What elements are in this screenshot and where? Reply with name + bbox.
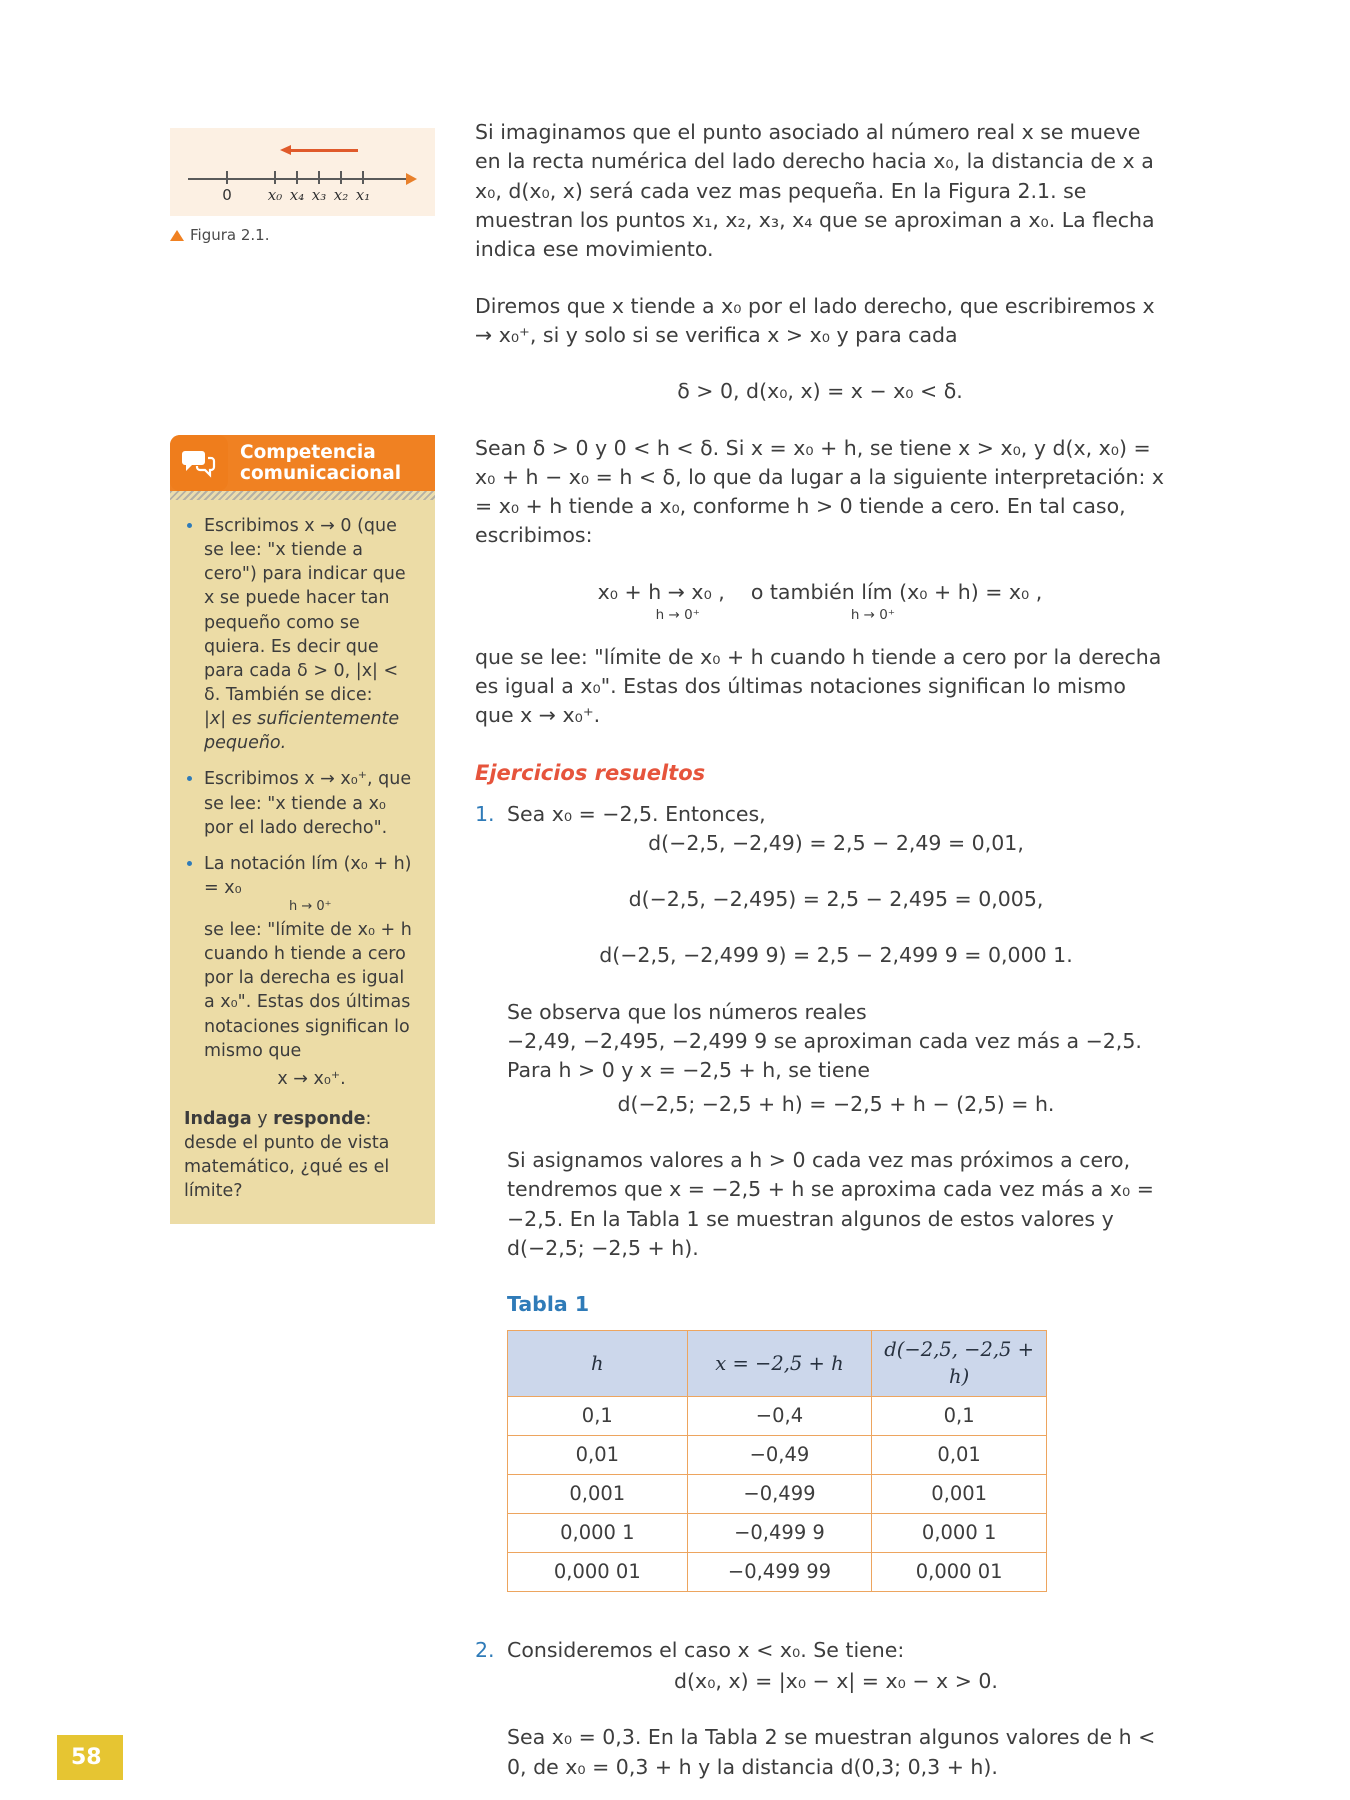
table-header-cell: d(−2,5, −2,5 + h) [872, 1330, 1047, 1397]
paragraph-3: Sean δ > 0 y 0 < h < δ. Si x = x₀ + h, se tiene x > x₀, y d(x, x₀) = x₀ + h − x₀ = h < δ, lo que da lugar a la siguiente interpretación: x = x₀ + h tiende a x₀, conforme h > 0 tiende a cero. En tal caso, escribimos: [475, 435, 1165, 548]
table-cell: 0,01 [872, 1436, 1047, 1475]
paragraph-4: que se lee: "límite de x₀ + h cuando h tiende a cero por la derecha es igual a x₀". Estas dos últimas notaciones significan lo mismo que x → x₀⁺. [475, 644, 1162, 728]
table-row [508, 1513, 1047, 1552]
exercise-2-number: 2. [475, 1637, 495, 1662]
axis-tick [340, 171, 342, 184]
motion-left-arrow-icon [290, 149, 358, 152]
sidebar-body [170, 500, 435, 1224]
table-cell: 0,000 01 [872, 1552, 1047, 1591]
bullet-3-formula: x → x₀⁺. [277, 1068, 346, 1089]
exercise-1-observation-line3: Para h > 0 y x = −2,5 + h, se tiene [507, 1058, 871, 1083]
formula-part2-main: o también lím (x₀ + h) = x₀ , [750, 579, 1043, 604]
axis-tick [274, 171, 276, 184]
sidebar-title-line2: comunicacional [240, 463, 402, 484]
indaga-note [184, 1107, 419, 1204]
table-cell: −0,49 [687, 1436, 872, 1475]
sidebar-bullet-list [184, 514, 419, 1091]
axis-label: x₁ [355, 186, 371, 204]
figure-caption-text: Figura 2.1. [190, 226, 270, 244]
formula-part2-subscript: h → 0⁺ [850, 607, 895, 624]
exercise-1-number: 1. [475, 801, 495, 826]
formula-limit-row [475, 578, 1165, 623]
table-header-cell: x = −2,5 + h [687, 1330, 872, 1397]
exercise-1-paragraph-3: Si asignamos valores a h > 0 cada vez mas próximos a cero, tendremos que x = −2,5 + h se aproxima cada vez más a x₀ = −2,5. En la Tabla 1 se muestran algunos de estos valores y d(−2,5; −2,5 + h). [507, 1148, 1154, 1260]
indaga-bold-2: responde [273, 1109, 366, 1130]
exercise-1-observation-line2: −2,49, −2,495, −2,499 9 se aproximan cada vez más a −2,5. [507, 1029, 1142, 1054]
table-cell: −0,4 [687, 1397, 872, 1436]
table-cell: 0,01 [508, 1436, 688, 1475]
exercise-2-intro: Consideremos el caso x < x₀. Se tiene: [507, 1637, 905, 1662]
tabla-1-title: Tabla 1 [507, 1292, 590, 1317]
formula-part1-main: x₀ + h → x₀ , [597, 579, 725, 604]
tabla-1 [507, 1330, 1047, 1592]
page-number: 58 [71, 1745, 102, 1770]
table-cell: 0,1 [872, 1397, 1047, 1436]
axis-tick [318, 171, 320, 184]
exercise-2-body [507, 1636, 1165, 1800]
axis-tick [296, 171, 298, 184]
exercise-1 [475, 800, 1165, 1632]
indaga-mid: y [251, 1109, 274, 1130]
table-cell: 0,000 1 [872, 1513, 1047, 1552]
figure-caption [170, 226, 269, 244]
axis-label: x₃ [311, 186, 327, 204]
indaga-bold-1: Indaga [184, 1109, 252, 1130]
axis-label: x₀ [267, 186, 283, 204]
exercise-1-observation-line1: Se observa que los números reales [507, 999, 867, 1024]
paragraph-1: Si imaginamos que el punto asociado al número real x se mueve en la recta numérica del lado derecho hacia x₀, la distancia de x a x₀, d(x₀, x) será cada vez mas pequeña. En la Figura 2.1. se muestran los puntos x₁, x₂, x₃, x₄ que se aproximan a x₀. La flecha indica ese movimiento. [475, 120, 1155, 262]
chat-bubbles-icon [170, 435, 228, 491]
table-cell: 0,000 1 [508, 1513, 688, 1552]
table-cell: 0,001 [508, 1475, 688, 1514]
bullet-3-text: se lee: "límite de x₀ + h cuando h tiende a cero por la derecha es igual a x₀". Estas dos últimas notaciones significan lo mismo que [204, 920, 412, 1061]
sidebar-hatch-divider [170, 491, 435, 500]
table-header-cell: h [508, 1330, 688, 1397]
exercise-2-formula: d(x₀, x) = |x₀ − x| = x₀ − x > 0. [674, 1669, 998, 1694]
table-header-row [508, 1330, 1047, 1397]
main-content [475, 118, 1165, 1800]
exercise-1-formula: d(−2,5; −2,5 + h) = −2,5 + h − (2,5) = h. [617, 1091, 1055, 1116]
table-cell: 0,1 [508, 1397, 688, 1436]
exercise-1-body [507, 800, 1165, 1632]
table-cell: 0,000 01 [508, 1552, 688, 1591]
axis-tick [362, 171, 364, 184]
axis-label: 0 [222, 186, 232, 204]
table-row [508, 1397, 1047, 1436]
bullet-1-italic-text: |x| es suficientemente pequeño. [204, 709, 400, 754]
axis-label: x₄ [289, 186, 305, 204]
axis-tick [226, 171, 228, 184]
sidebar-bullet-2 [204, 767, 419, 839]
bullet-3-limit-subscript: h → 0⁺ [289, 899, 332, 915]
table-row [508, 1475, 1047, 1514]
table-cell: −0,499 [687, 1475, 872, 1514]
formula-limit-part1 [598, 578, 725, 623]
distance-line: d(−2,5, −2,495) = 2,5 − 2,495 = 0,005, [628, 887, 1044, 912]
figure-caption-triangle-icon [170, 230, 184, 241]
formula-limit-part2 [751, 578, 1042, 623]
sidebar-title-line1: Competencia [240, 441, 376, 463]
bullet-3-notation: • La notación lím (x₀ + h) = x₀ [204, 853, 412, 898]
competencia-sidebar [170, 435, 435, 1224]
bullet-1-text: Escribimos x → 0 (que se lee: "x tiende a cero") para indicar que x se puede hacer tan pequeño como se quiera. Es decir que para cada δ > 0, |x| < δ. También se dice: [204, 516, 406, 705]
ejercicios-resueltos-heading: Ejercicios resueltos [475, 760, 706, 785]
sidebar-bullet-3 [204, 852, 419, 1091]
sidebar-title [228, 436, 409, 491]
figure-2-1 [170, 128, 435, 216]
motion-left-arrowhead-icon [280, 145, 291, 155]
table-row [508, 1436, 1047, 1475]
table-cell: −0,499 99 [687, 1552, 872, 1591]
formula-delta: δ > 0, d(x₀, x) = x − x₀ < δ. [677, 379, 963, 404]
axis-label: x₂ [333, 186, 349, 204]
bullet-2-text: Escribimos x → x₀⁺, que se lee: "x tiende a x₀ por el lado derecho". [204, 769, 412, 838]
paragraph-2: Diremos que x tiende a x₀ por el lado derecho, que escribiremos x → x₀⁺, si y solo si se verifica x > x₀ y para cada [475, 293, 1155, 347]
page-number-badge [57, 1735, 123, 1780]
distance-line: d(−2,5, −2,499 9) = 2,5 − 2,499 9 = 0,000 1. [599, 943, 1073, 968]
formula-part1-subscript: h → 0⁺ [655, 607, 700, 624]
exercise-2 [475, 1636, 1165, 1800]
exercise-1-intro: Sea x₀ = −2,5. Entonces, [507, 801, 766, 826]
exercise-2-paragraph-2: Sea x₀ = 0,3. En la Tabla 2 se muestran algunos valores de h < 0, de x₀ = 0,3 + h y la distancia d(0,3; 0,3 + h). [507, 1725, 1156, 1779]
distance-line: d(−2,5, −2,49) = 2,5 − 2,49 = 0,01, [648, 830, 1024, 855]
sidebar-bullet-1 [204, 514, 419, 755]
sidebar-header [170, 435, 435, 491]
table-cell: −0,499 9 [687, 1513, 872, 1552]
axis-right-arrow-icon [406, 173, 417, 185]
table-row [508, 1552, 1047, 1591]
table-cell: 0,001 [872, 1475, 1047, 1514]
indaga-rest: : desde el punto de vista matemático, ¿qué es el límite? [184, 1109, 390, 1202]
exercise-1-distance-lines [507, 829, 1165, 971]
